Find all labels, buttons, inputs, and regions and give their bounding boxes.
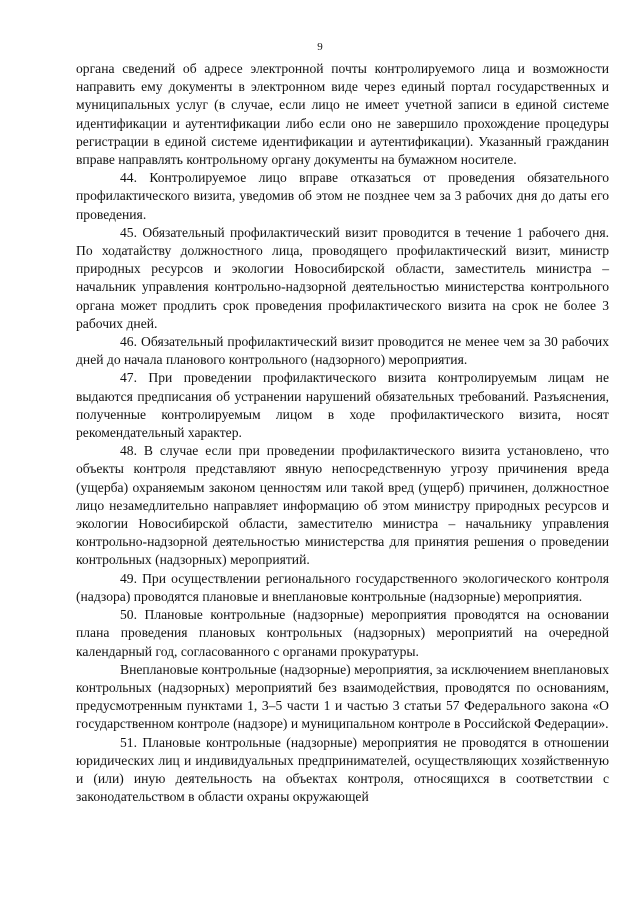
paragraph-50: 50. Плановые контрольные (надзорные) мероприятия проводятся на основании плана проведения плановых контрольных (надзорных) мероприятий на очередной календарный год, согласованного с органами прокуратуры. [76,607,609,659]
paragraph-48: 48. В случае если при проведении профилактического визита установлено, что объекты контроля представляют явную непосредственную угрозу причинения вреда (ущерба) охраняемым законом ценностям или такой вред (ущерб) причинен, должностное лицо незамедлительно направляет информацию об этом министру природных ресурсов и экологии Новосибирской области, заместителю министра – начальнику управления контрольно-надзорной деятельностью министерства для принятия решения о проведении контрольных (надзорных) мероприятий. [76,443,609,568]
document-body [76,60,609,806]
paragraph-51: 51. Плановые контрольные (надзорные) мероприятия не проводятся в отношении юридических лиц и индивидуальных предпринимателей, осуществляющих хозяйственную и (или) иную деятельность на объектах контроля, относящихся в соответствии с законодательством в области охраны окружающей [76,734,609,805]
paragraph-49: 49. При осуществлении регионального государственного экологического контроля (надзора) проводятся плановые и внеплановые контрольные (надзорные) мероприятия. [76,570,609,604]
paragraph-45: 45. Обязательный профилактический визит проводится в течение 1 рабочего дня. По ходатайству должностного лица, проводящего профилактический визит, министр природных ресурсов и экологии Новосибирской области, заместитель министра – начальник управления контрольно-надзорной деятельностью министерства контрольного органа может продлить срок проведения профилактического визита на срок не более 3 рабочих дней. [76,224,609,331]
paragraph-continued: органа сведений об адресе электронной почты контролируемого лица и возможности направить ему документы в электронном виде через единый портал государственных и муниципальных услуг (в случае, если лицо не имеет учетной записи в единой системе идентификации и аутентификации либо если оно не завершило прохождение процедуры регистрации в единой системе идентификации и аутентификации). Указанный гражданин вправе направлять контрольному органу документы на бумажном носителе. [76,61,609,168]
paragraph-46: 46. Обязательный профилактический визит проводится не менее чем за 30 рабочих дней до начала планового контрольного (надзорного) мероприятия. [76,334,609,368]
paragraph-47: 47. При проведении профилактического визита контролируемым лицам не выдаются предписания об устранении нарушений обязательных требований. Разъяснения, полученные контролируемым лицом в ходе профилактического визита, носят рекомендательный характер. [76,370,609,441]
page-number: 9 [317,41,323,53]
paragraph-unplanned-measures: Внеплановые контрольные (надзорные) мероприятия, за исключением внеплановых контрольных (надзорных) мероприятий без взаимодействия, проводятся по основаниям, предусмотренным пунктами 1, 3–5 части 1 и частью 3 статьи 57 Федерального закона «О государственном контроле (надзоре) и муниципальном контроле в Российской Федерации». [76,661,609,732]
paragraph-44: 44. Контролируемое лицо вправе отказаться от проведения обязательного профилактического визита, уведомив об этом не позднее чем за 3 рабочих дня до даты его проведения. [76,170,609,222]
